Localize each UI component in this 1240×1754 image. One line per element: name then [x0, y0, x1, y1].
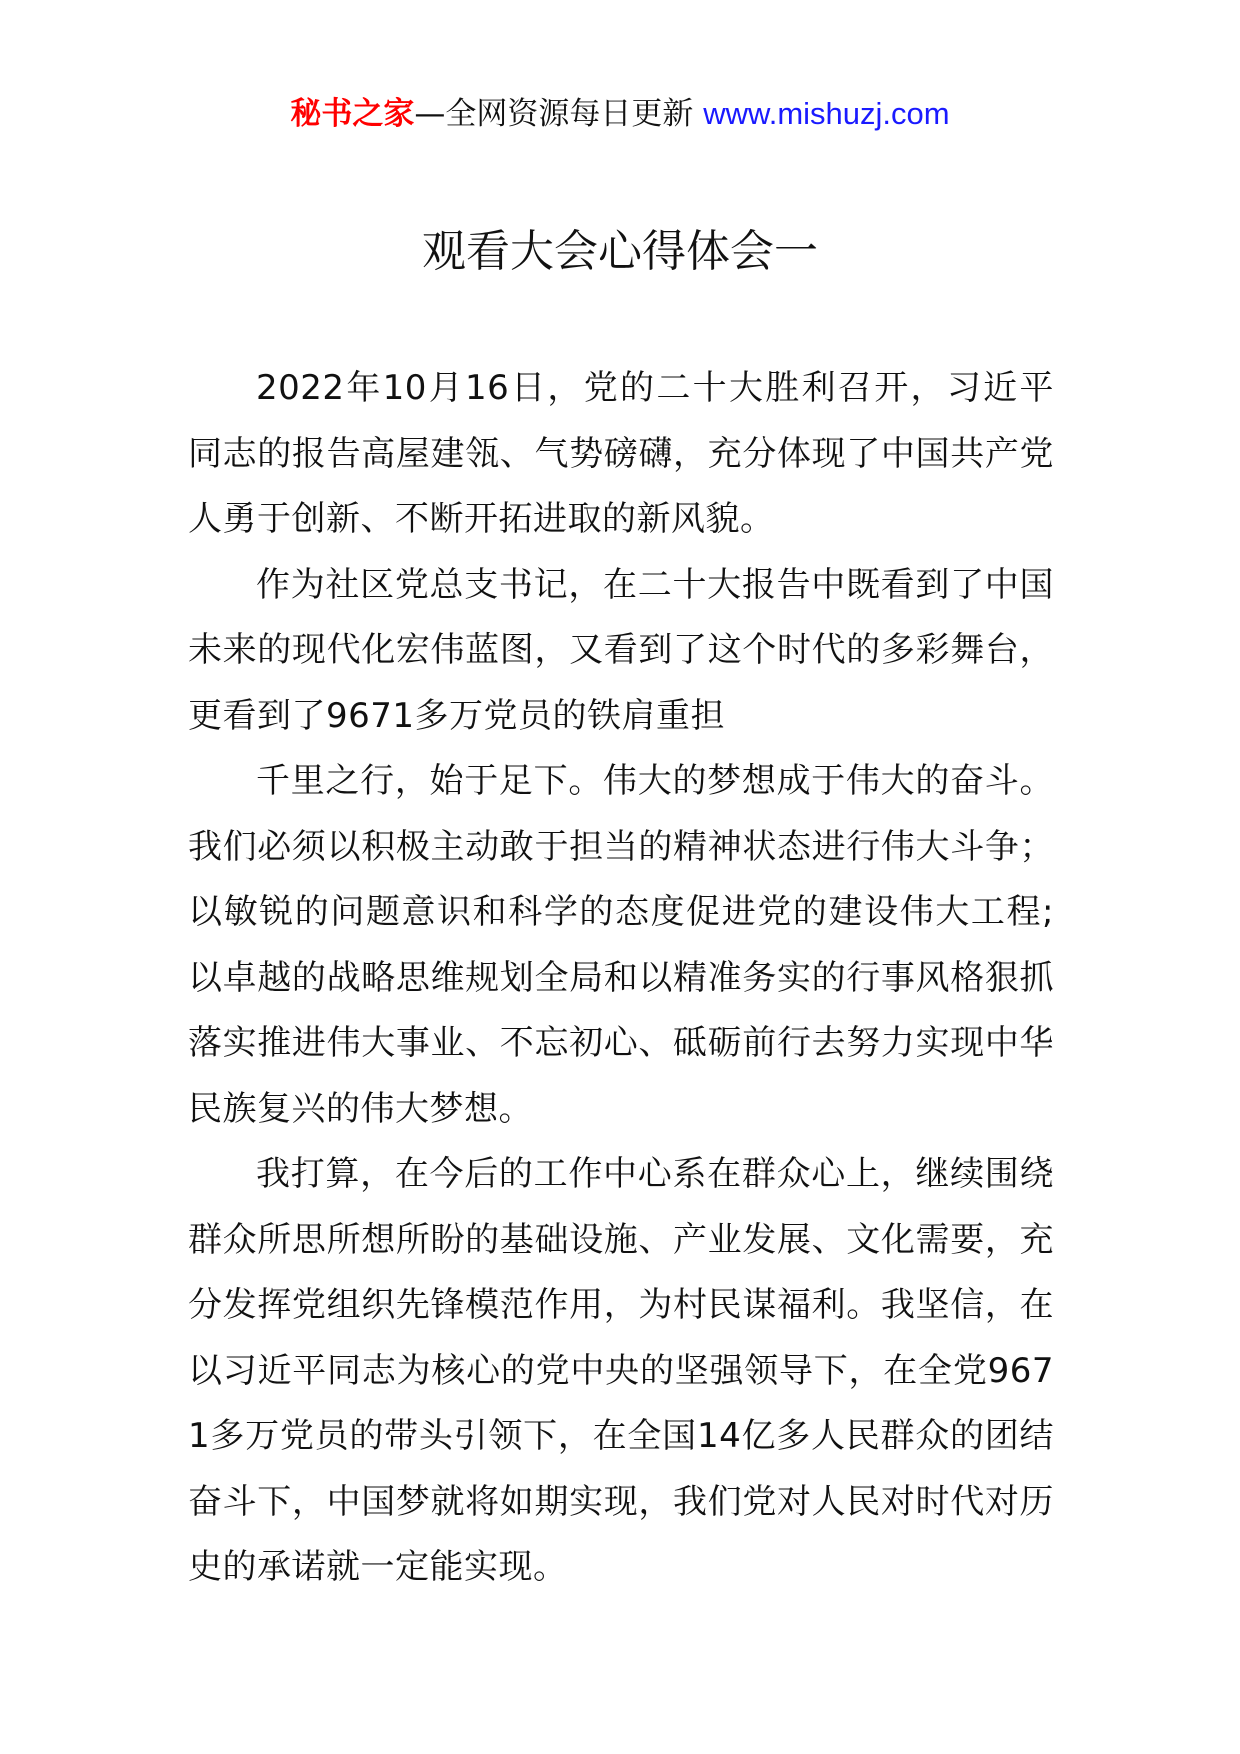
site-tagline: —全网资源每日更新 [414, 96, 704, 132]
site-header [0, 92, 1240, 136]
paragraph: 千里之行，始于足下。伟大的梦想成于伟大的奋斗。我们必须以积极主动敢于担当的精神状态进行伟大斗争；以敏锐的问题意识和科学的态度促进党的建设伟大工程;以卓越的战略思维规划全局和以精准务实的行事风格狠抓落实推进伟大事业、不忘初心、砥砺前行去努力实现中华民族复兴的伟大梦想。 [188, 761, 1054, 1129]
paragraph: 作为社区党总支书记，在二十大报告中既看到了中国未来的现代化宏伟蓝图，又看到了这个时代的多彩舞台，更看到了9671多万党员的铁肩重担 [188, 564, 1054, 736]
document-body [188, 356, 1054, 1601]
document-title: 观看大会心得体会一 [422, 226, 818, 277]
paragraph: 2022年10月16日，党的二十大胜利召开，习近平同志的报告高屋建瓴、气势磅礴，充分体现了中国共产党人勇于创新、不断开拓进取的新风貌。 [188, 368, 1054, 539]
site-url-link[interactable]: www.mishuzj.com [703, 96, 950, 131]
paragraph: 我打算，在今后的工作中心系在群众心上，继续围绕群众所思所想所盼的基础设施、产业发展、文化需要，充分发挥党组织先锋模范作用，为村民谋福利。我坚信，在以习近平同志为核心的党中央的坚强领导下，在全党9671多万党员的带头引领下，在全国14亿多人民群众的团结奋斗下，中国梦就将如期实现，我们党对人民对时代对历史的承诺就一定能实现。 [188, 1154, 1054, 1587]
site-brand: 秘书之家 [290, 96, 415, 132]
